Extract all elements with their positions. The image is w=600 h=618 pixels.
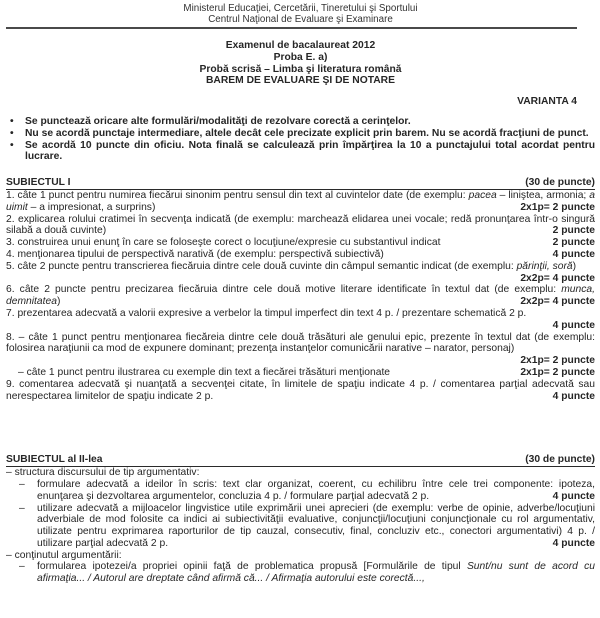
item-score: 4 puncte <box>552 319 595 331</box>
dash-marker: – <box>19 478 25 490</box>
item-text: Sunt/nu sunt de acord cu afirmaţia... / Autorul are dreptate când afirmă că... / Afirmaţia autorului este corectă..., <box>37 561 595 585</box>
rubric-item <box>6 284 595 308</box>
rubric-item <box>6 550 595 562</box>
item-text: 4. menţionarea tipului de perspectivă narativă (de exemplu: perspectivă subiectivă) <box>6 248 384 260</box>
item-score: 4 puncte <box>552 248 595 260</box>
item-text: 8. – câte 1 punct pentru menţionarea fiecăreia dintre cele două trăsături ale genului epic, prezente în textul dat (de exemplu: folosirea naraţiunii ca mod de expunere dominant; prezenţa instanţelor comunicării narative – narator, personaj) <box>6 331 595 355</box>
notes-list <box>6 116 595 163</box>
note-item <box>6 128 595 140</box>
ministry-line-1: Ministerul Educaţiei, Cercetării, Tineretului şi Sportului <box>183 3 418 14</box>
item-text: ) <box>572 260 577 272</box>
rubric-item <box>6 261 595 285</box>
item-score: 4 puncte <box>552 537 595 549</box>
exam-title-line-3: Probă scrisă – Limba şi literatura română <box>199 63 402 75</box>
ministry-line-2: Centrul Naţional de Evaluare şi Examinare <box>208 14 393 25</box>
item-text: 5. câte 2 puncte pentru transcrierea fiecăruia dintre cele două cuvinte din câmpul semantic indicat (de exemplu: <box>6 260 517 272</box>
item-text: părinţii, soră <box>516 260 573 272</box>
rubric-item <box>6 237 595 249</box>
section <box>6 177 595 402</box>
section-title: SUBIECTUL I <box>6 177 71 189</box>
item-text: 1. câte 1 punct pentru numirea fiecărui sinonim pentru sensul din text al cuvintelor date (de exemplu: <box>6 189 469 201</box>
section-points: (30 de puncte) <box>525 454 595 466</box>
item-score: 2x1p= 2 puncte <box>520 201 595 213</box>
section-header <box>6 454 595 467</box>
item-score: 4 puncte <box>552 390 595 402</box>
bullet-icon: • <box>10 115 14 127</box>
note-text: Se acordă 10 puncte din oficiu. Nota finală se calculează prin împărţirea la 10 a punctajului total acordat pentru lucrare. <box>25 139 595 163</box>
dash-marker: – <box>19 502 25 514</box>
item-text: – conţinutul argumentării: <box>6 549 122 561</box>
note-item <box>6 116 595 128</box>
section-header <box>6 177 595 190</box>
exam-title-line-4: BAREM DE EVALUARE ŞI DE NOTARE <box>206 75 395 87</box>
item-text: formulare adecvată a ideilor în scris: text clar organizat, coerent, cu echilibru între cele trei componente: ipoteza, enunţarea şi dezvoltarea argumentelor, concluzia 4 p. / formulare parţial adecvată 2 p. <box>37 478 595 502</box>
item-text: 9. comentarea adecvată şi nuanţată a secvenţei citate, în limitele de spaţiu indicate 4 p. / comentarea parţial adecvată sau nerespectarea limitelor de spaţiu indicate 2 p. <box>6 378 595 402</box>
rubric-item <box>6 249 595 261</box>
item-score: 2x1p= 2 puncte <box>520 355 595 367</box>
rubric-item <box>6 308 595 332</box>
bullet-icon: • <box>10 139 14 151</box>
dash-marker: – <box>19 561 25 573</box>
item-score: 4 puncte <box>552 490 595 502</box>
item-text: pacea <box>468 189 497 201</box>
item-text: – câte 1 punct pentru ilustrarea cu exemple din text a fiecărei trăsături menţionate <box>18 366 391 378</box>
item-score: 2x2p= 4 puncte <box>520 296 595 308</box>
sections-container <box>6 177 595 585</box>
item-text: – structura discursului de tip argumentativ: <box>6 467 200 479</box>
rubric-item <box>6 214 595 238</box>
item-text: formularea ipotezei/a propriei opinii faţă de problematica propusă [Formulările de tipul <box>37 561 467 573</box>
ministry-header <box>6 3 595 25</box>
rubric-item <box>6 332 595 367</box>
item-text: 3. construirea unui enunţ în care se foloseşte corect o locuţiune/expresie cu substantivul indicat <box>6 237 441 249</box>
item-text: a uimit <box>6 189 595 213</box>
rubric-item <box>6 379 595 403</box>
note-text: Nu se acordă punctaje intermediare, altele decât cele precizate explicit prin barem. Nu se acordă fracţiuni de punct. <box>25 127 589 139</box>
rubric-item <box>6 561 595 585</box>
rubric-item <box>6 467 595 479</box>
rubric-item <box>6 367 595 379</box>
item-score: 2x2p= 4 puncte <box>520 272 595 284</box>
section-title: SUBIECTUL al II-lea <box>6 454 103 466</box>
item-score: 2x1p= 2 puncte <box>520 366 595 378</box>
rubric-item <box>6 190 595 214</box>
section <box>6 454 595 585</box>
item-text: ) <box>56 296 61 308</box>
item-text: 6. câte 2 puncte pentru precizarea fiecăruia dintre cele două motive literare identificate în textul dat (de exemplu: <box>6 284 562 296</box>
header-divider <box>6 27 577 29</box>
item-text: munca, demnitatea <box>6 284 595 308</box>
item-text: – a impresionat, a surprins) <box>27 201 156 213</box>
variant-label: VARIANTA 4 <box>517 96 577 108</box>
bullet-icon: • <box>10 127 14 139</box>
note-text: Se punctează oricare alte formulări/modalităţi de rezolvare corectă a cerinţelor. <box>25 115 411 127</box>
exam-title-block <box>6 40 595 87</box>
item-text: 2. explicarea rolului cratimei în secvenţa indicată (de exemplu: marchează elidarea unei vocale; redă pronunţarea într-o singură silabă a două cuvinte) <box>6 213 595 237</box>
item-text: utilizare adecvată a mijloacelor lingvistice utile exprimării unei aprecieri (de exemplu: verbe de opinie, adverbe/locuţiuni adverbiale de mod folosite ca indici ai subiectivităţii evaluative, conjuncţii/locuţiuni conjuncţionale cu rol argumentativ, utilizate pentru exprimarea raporturilor de tip cauzal, consecutiv, final, concluziv etc., conectori argumentativi) 4 p. / utilizare parţial adecvată 2 p. <box>37 502 595 549</box>
item-score: 2 puncte <box>552 225 595 237</box>
exam-title-line-1: Examenul de bacalaureat 2012 <box>225 40 376 51</box>
item-score: 2 puncte <box>552 237 595 249</box>
rubric-item <box>6 479 595 503</box>
section-points: (30 de puncte) <box>525 177 595 189</box>
item-text: 7. prezentarea adecvată a valorii expresive a verbelor la timpul imperfect din text 4 p. / prezentare schematică 2 p. <box>6 307 527 319</box>
item-text: – liniştea, armonia; <box>496 189 590 201</box>
rubric-item <box>6 503 595 550</box>
exam-title-line-2: Proba E. a) <box>273 51 328 63</box>
note-item <box>6 140 595 164</box>
